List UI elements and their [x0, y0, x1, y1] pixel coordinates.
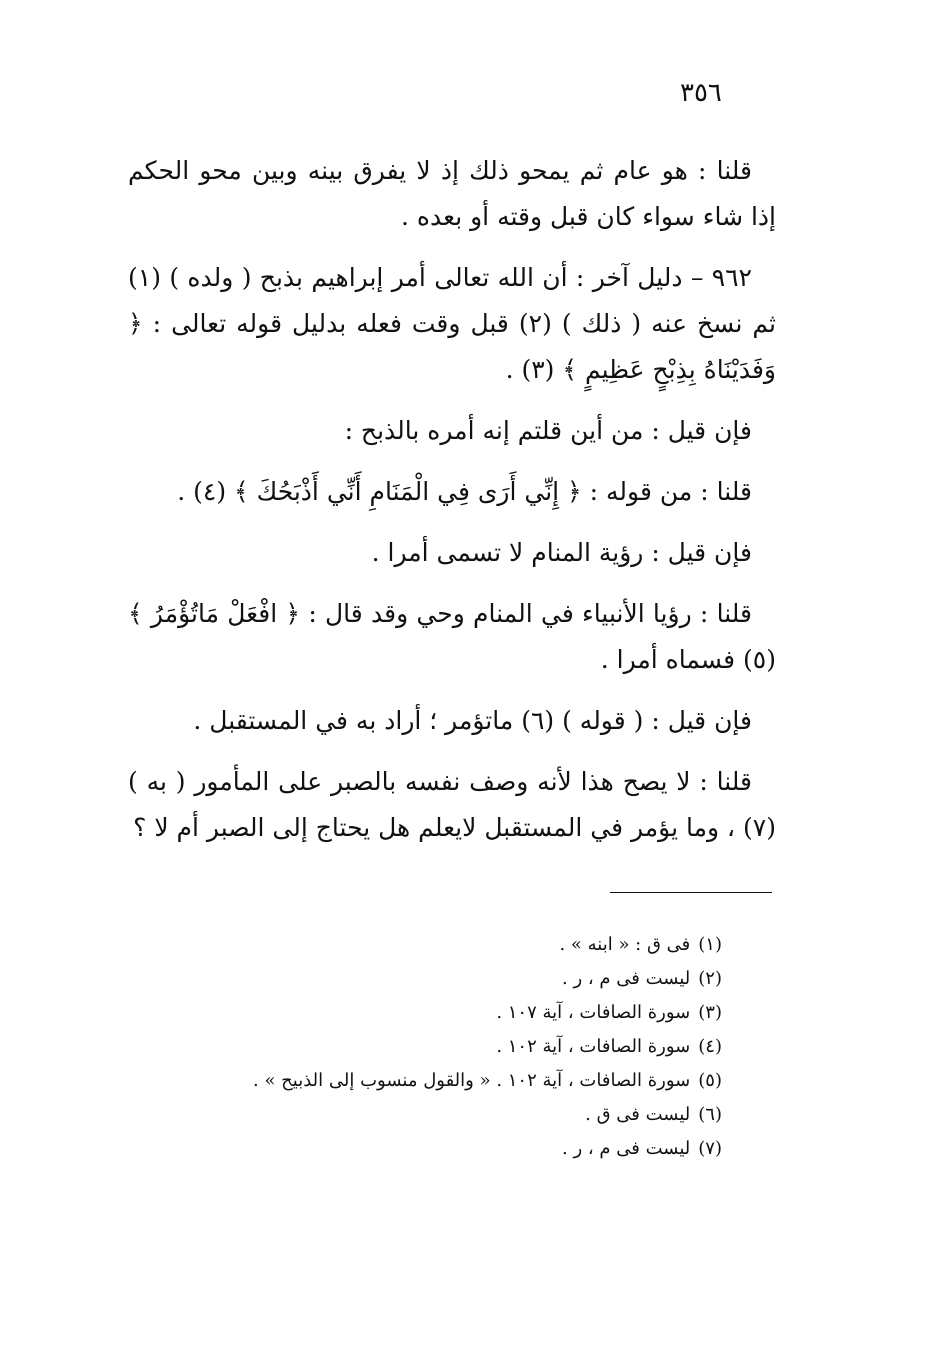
footnote [140, 962, 722, 996]
main-text [128, 148, 776, 866]
paragraph: قلنا : لا يصح هذا لأنه وصف نفسه بالصبر على المأمور ( به ) (٧) ، وما يؤمر في المستقبل لايعلم هل يحتاج إلى الصبر أم لا ؟ [128, 767, 776, 842]
footnote-text: ليست فى م ، ر . [562, 968, 691, 989]
footnote-text: سورة الصافات ، آية ١٠٧ . [496, 1002, 691, 1023]
footnote-text: ليست فى ق . [585, 1104, 691, 1125]
footnote-text: سورة الصافات ، آية ١٠٢ . « والقول منسوب إلى الذبيح » . [253, 1070, 691, 1091]
paragraph: فإن قيل : رؤية المنام لا تسمى أمرا . [371, 538, 752, 567]
footnote [140, 928, 722, 962]
page-number: ٣٥٦ [680, 78, 722, 108]
paragraph: قلنا : رؤيا الأنبياء في المنام وحي وقد قال : ﴿ افْعَلْ مَاتُؤْمَرُ ﴾ (٥) فسماه أمرا . [128, 599, 776, 674]
footnote-number: (٦) [698, 1104, 722, 1125]
footnote-number: (٥) [698, 1070, 722, 1091]
paragraph: قلنا : من قوله : ﴿ إِنِّي أَرَى فِي الْمَنَامِ أَنِّي أَذْبَحُكَ ﴾ (٤) . [177, 477, 752, 506]
footnote [140, 996, 722, 1030]
footnote-text: ليست فى م ، ر . [562, 1138, 691, 1159]
footnote [140, 1132, 722, 1166]
paragraph: فإن قيل : ( قوله ) (٦) ماتؤمر ؛ أراد به في المستقبل . [193, 706, 752, 735]
footnote-number: (٧) [698, 1138, 722, 1159]
footnote-divider [610, 892, 772, 893]
footnote [140, 1030, 722, 1064]
footnote [140, 1064, 722, 1098]
footnote-number: (٣) [698, 1002, 722, 1023]
paragraph: فإن قيل : من أين قلتم إنه أمره بالذبح : [344, 416, 752, 445]
footnotes [140, 928, 722, 1166]
footnote [140, 1098, 722, 1132]
paragraph: ٩٦٢ – دليل آخر : أن الله تعالى أمر إبراهيم بذبح ( ولده ) (١) ثم نسخ عنه ( ذلك ) (٢) قبل وقت فعله بدليل قوله تعالى : ﴿ وَفَدَيْنَاهُ بِذِبْحٍ عَظِيمٍ ﴾ (٣) . [128, 263, 776, 384]
paragraph: قلنا : هو عام ثم يمحو ذلك إذ لا يفرق بينه وبين محو الحكم إذا شاء سواء كان قبل وقته أو بعده . [128, 156, 776, 231]
footnote-number: (٤) [698, 1036, 722, 1057]
footnote-text: سورة الصافات ، آية ١٠٢ . [496, 1036, 691, 1057]
footnote-number: (١) [698, 934, 722, 955]
footnote-number: (٢) [698, 968, 722, 989]
footnote-text: فى ق : « ابنه » . [559, 934, 691, 955]
